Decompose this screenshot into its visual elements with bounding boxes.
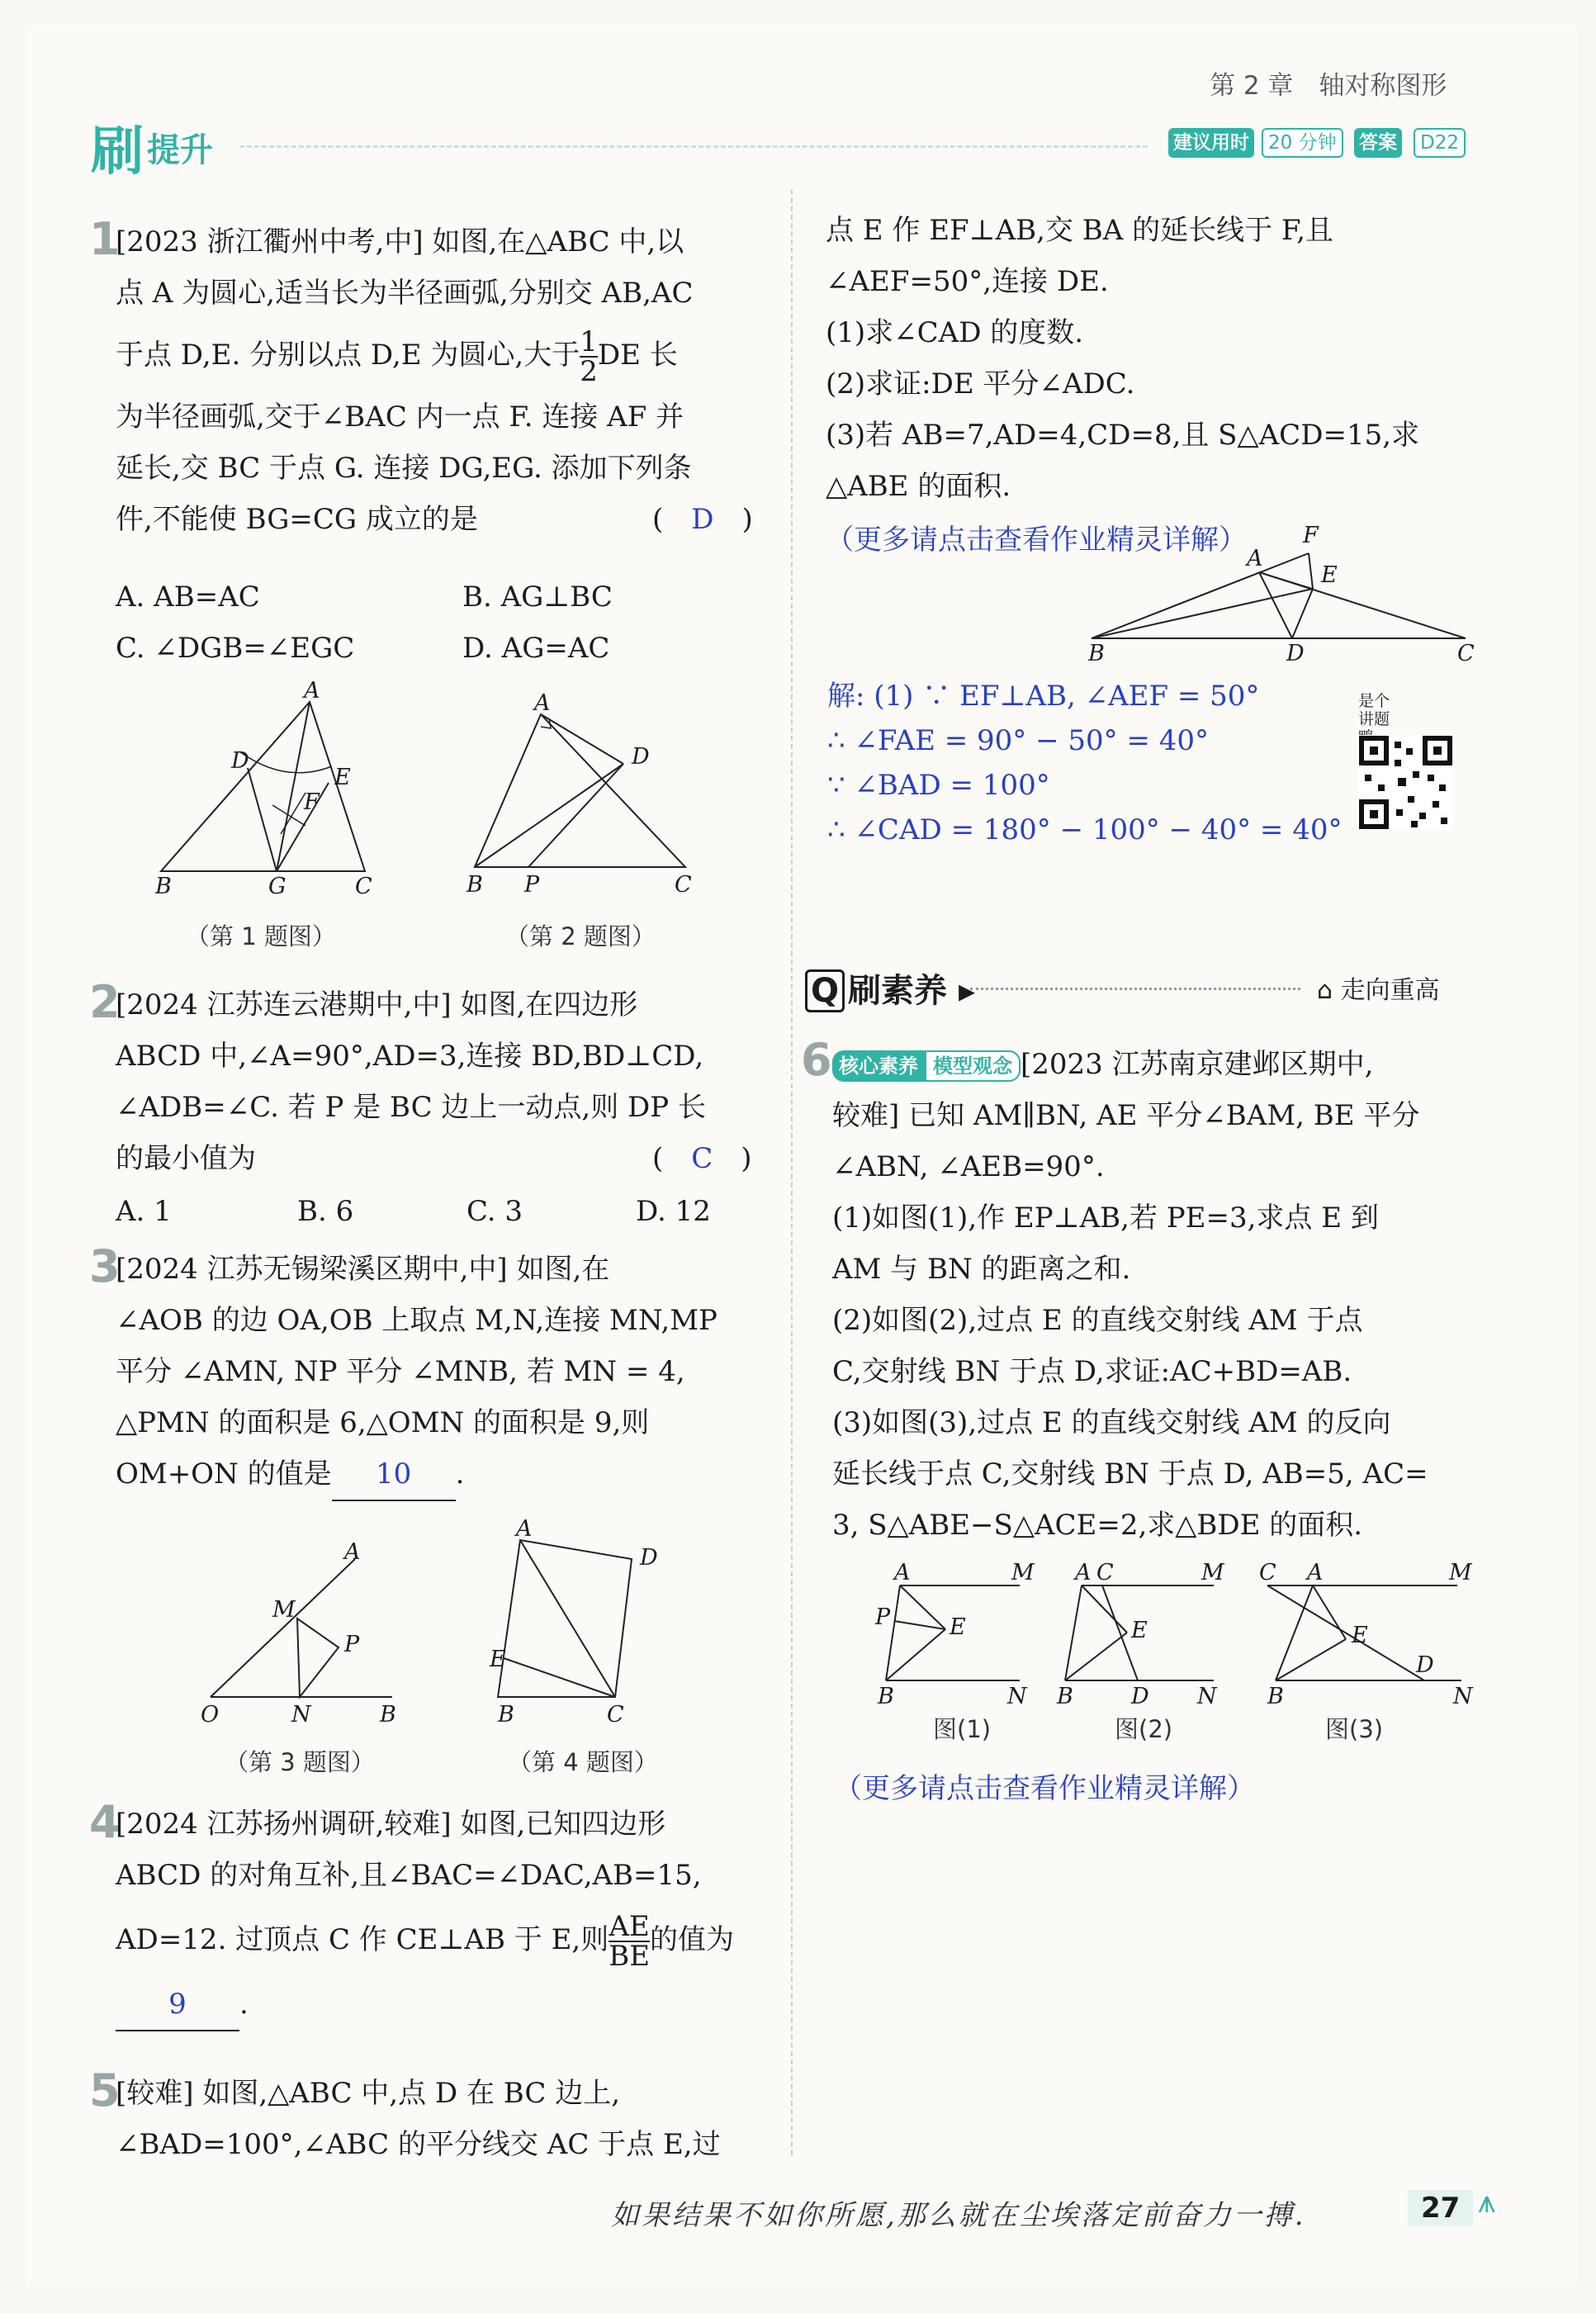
- q1-line-text: 件,不能使 BG=CG 成立的是: [116, 503, 478, 536]
- question-number: 4: [89, 1796, 121, 1848]
- qr-code-icon[interactable]: [1358, 735, 1453, 830]
- brand-subtitle: 提升: [147, 131, 213, 169]
- option: D. 12: [636, 1195, 711, 1228]
- svg-text:C: C: [1096, 1560, 1114, 1585]
- svg-text:A: A: [516, 1516, 533, 1542]
- q3-line: △PMN 的面积是 6,△OMN 的面积是 9,则: [116, 1406, 650, 1439]
- q6-line: (1)如图(1),作 EP⊥AB,若 PE=3,求点 E 到: [832, 1202, 1379, 1235]
- svg-text:B: B: [380, 1702, 396, 1728]
- q6-line-text: [2023 江苏南京建邺区期中,: [1021, 1048, 1374, 1081]
- svg-text:N: N: [291, 1702, 311, 1728]
- option: B. 6: [297, 1195, 354, 1228]
- option: C. ∠DGB=∠EGC: [116, 632, 355, 665]
- figure-4-caption: （第 4 题图）: [508, 1748, 658, 1776]
- q4-line-text: 的值为: [650, 1923, 735, 1956]
- q3-line: 平分 ∠AMN, NP 平分 ∠MNB, 若 MN = 4,: [116, 1355, 685, 1388]
- question-number: 2: [89, 976, 121, 1028]
- svg-text:E: E: [950, 1614, 966, 1640]
- question-number: 5: [89, 2064, 121, 2116]
- svg-text:B: B: [155, 874, 172, 899]
- figure-6-3: [1251, 1560, 1474, 1709]
- motto: 如果结果不如你所愿,那么就在尘埃落定前奋力一搏.: [611, 2199, 1306, 2232]
- chapter-title: 第 2 章 轴对称图形: [1210, 71, 1447, 101]
- svg-text:P: P: [344, 1632, 360, 1657]
- answer-page: D22: [1414, 128, 1466, 158]
- q3-line: OM+ON 的值是 10 .: [116, 1448, 760, 1501]
- svg-text:D: D: [632, 744, 650, 770]
- answer: C: [691, 1142, 713, 1175]
- q6-line: 3, S△ABE−S△ACE=2,求△BDE 的面积.: [832, 1509, 1363, 1542]
- question-3: [116, 1244, 760, 1501]
- q5-line: [较难] 如图,△ABC 中,点 D 在 BC 边上,: [116, 2077, 621, 2110]
- fraction: [580, 325, 598, 388]
- q5-line: (1)求∠CAD 的度数.: [826, 316, 1084, 349]
- q4-line: [116, 1901, 760, 1979]
- q5-line: 点 E 作 EF⊥AB,交 BA 的延长线于 F,且: [826, 214, 1334, 247]
- svg-text:A: A: [534, 690, 551, 716]
- q2-line-text: 的最小值为: [116, 1142, 256, 1175]
- qr-label: 是个讲题: [1358, 692, 1390, 728]
- svg-text:D: D: [640, 1545, 658, 1571]
- question-number: 3: [89, 1240, 121, 1292]
- fraction-numerator: 1: [580, 325, 598, 358]
- brand-logo: 刷: [91, 121, 142, 182]
- svg-text:O: O: [201, 1702, 220, 1728]
- svg-text:M: M: [1449, 1560, 1472, 1585]
- option: D. AG=AC: [462, 632, 610, 665]
- detail-link[interactable]: （更多请点击查看作业精灵详解）: [826, 524, 1247, 557]
- q6-line: C,交射线 BN 于点 D,求证:AC+BD=AB.: [832, 1355, 1352, 1388]
- school-icon: ⌂: [1317, 976, 1333, 1005]
- q2-line: ∠ADB=∠C. 若 P 是 BC 边上一动点,则 DP 长: [116, 1091, 706, 1124]
- section-right: [1317, 969, 1440, 1006]
- question-6: [832, 1039, 1493, 1551]
- svg-text:C: C: [1259, 1560, 1276, 1585]
- svg-text:C: C: [1457, 641, 1475, 666]
- figure-2-caption: （第 2 题图）: [505, 922, 656, 950]
- q3-line-text: OM+ON 的值是: [116, 1457, 332, 1491]
- svg-text:C: C: [607, 1702, 624, 1728]
- figure-6-1: [863, 1560, 1035, 1709]
- section-title: Q 刷素养 ▸: [805, 965, 975, 1012]
- section-dots: [970, 988, 1300, 990]
- figure-2: [458, 690, 706, 900]
- svg-text:A: A: [1307, 1560, 1324, 1585]
- svg-text:B: B: [1267, 1684, 1284, 1709]
- option: A. AB=AC: [116, 581, 260, 614]
- svg-text:N: N: [1197, 1684, 1217, 1709]
- section-right-text: 走向重高: [1340, 976, 1440, 1005]
- figure-6-2: [1049, 1560, 1224, 1709]
- solution-line: ∴ ∠CAD = 180° − 100° − 40° = 40°: [827, 813, 1343, 846]
- figure-5: [1082, 516, 1478, 665]
- option: C. 3: [466, 1195, 523, 1228]
- model-concept-badge: 模型观念: [925, 1050, 1021, 1082]
- question-2: [116, 979, 760, 1184]
- q4-line: ABCD 的对角互补,且∠BAC=∠DAC,AB=15,: [116, 1859, 702, 1892]
- svg-text:E: E: [490, 1647, 506, 1672]
- svg-text:M: M: [272, 1597, 296, 1623]
- compass-icon: ⩚: [1478, 2183, 1496, 2220]
- svg-text:F: F: [1303, 523, 1319, 548]
- question-1: [116, 216, 760, 545]
- svg-text:B: B: [466, 872, 483, 898]
- q6-line: [832, 1039, 1493, 1090]
- svg-text:A: A: [1247, 546, 1263, 571]
- q1-line: 延长,交 BC 于点 G. 连接 DG,EG. 添加下列条: [116, 452, 692, 485]
- fraction-denominator: BE: [609, 1940, 651, 1973]
- solution-line: ∵ ∠BAD = 100°: [827, 769, 1050, 802]
- time-value: 20 分钟: [1262, 128, 1343, 158]
- svg-text:C: C: [675, 872, 692, 898]
- svg-text:N: N: [1007, 1684, 1027, 1709]
- q1-line: 件,不能使 BG=CG 成立的是 ( D ): [116, 503, 753, 536]
- figure-1-caption: （第 1 题图）: [186, 922, 336, 950]
- svg-text:E: E: [1321, 562, 1338, 588]
- svg-text:G: G: [268, 874, 287, 899]
- q3-line: [2024 江苏无锡梁溪区期中,中] 如图,在: [116, 1253, 610, 1286]
- svg-text:B: B: [878, 1684, 894, 1709]
- q2-line: [2024 江苏连云港期中,中] 如图,在四边形: [116, 988, 638, 1021]
- q2-line: ABCD 中,∠A=90°,AD=3,连接 BD,BD⊥CD,: [116, 1040, 704, 1073]
- answer: D: [691, 503, 714, 536]
- q6-line: 较难] 已知 AM∥BN, AE 平分∠BAM, BE 平分: [832, 1099, 1420, 1132]
- svg-text:M: M: [1201, 1560, 1224, 1585]
- svg-text:E: E: [1352, 1623, 1368, 1648]
- header-divider: [239, 145, 1148, 148]
- option: A. 1: [116, 1195, 172, 1228]
- q6-line: 延长线于点 C,交射线 BN 于点 D, AB=5, AC=: [832, 1457, 1428, 1491]
- q1-line: [116, 319, 760, 391]
- svg-text:A: A: [894, 1560, 911, 1585]
- q6-line: ∠ABN, ∠AEB=90°.: [832, 1150, 1105, 1183]
- svg-text:F: F: [304, 789, 320, 815]
- svg-text:E: E: [334, 765, 351, 790]
- q5-line: ∠AEF=50°,连接 DE.: [826, 265, 1109, 298]
- svg-text:B: B: [1057, 1684, 1073, 1709]
- answer-label: 答案: [1354, 128, 1402, 158]
- q3-line: ∠AOB 的边 OA,OB 上取点 M,N,连接 MN,MP: [116, 1304, 717, 1337]
- svg-text:B: B: [1088, 641, 1105, 666]
- svg-text:D: D: [1131, 1684, 1149, 1709]
- svg-text:D: D: [1286, 641, 1305, 666]
- svg-text:A: A: [1075, 1560, 1092, 1585]
- q5-line: △ABE 的面积.: [826, 470, 1011, 503]
- svg-text:M: M: [1011, 1560, 1035, 1585]
- svg-text:P: P: [524, 872, 540, 898]
- answer-blank: 10: [332, 1448, 456, 1501]
- page-number: 27: [1408, 2190, 1473, 2226]
- figure-6-2-caption: 图(2): [1115, 1715, 1173, 1743]
- q5-line: (3)若 AB=7,AD=4,CD=8,且 S△ACD=15,求: [826, 419, 1420, 452]
- svg-text:C: C: [355, 874, 372, 899]
- q2-line: 的最小值为 ( C ): [116, 1142, 752, 1175]
- q6-line: (2)如图(2),过点 E 的直线交射线 AM 于点: [832, 1304, 1363, 1337]
- solution-line: ∴ ∠FAE = 90° − 50° = 40°: [827, 724, 1210, 757]
- q6-line: AM 与 BN 的距离之和.: [832, 1253, 1131, 1286]
- question-4: [116, 1799, 760, 2031]
- figure-3: [194, 1536, 409, 1726]
- svg-text:P: P: [875, 1604, 891, 1630]
- column-divider: [791, 190, 793, 2155]
- q1-line-text: 于点 D,E. 分别以点 D,E 为圆心,大于: [116, 339, 580, 372]
- solution: [827, 674, 1343, 852]
- svg-text:A: A: [304, 678, 320, 704]
- q1-line: 为半径画弧,交于∠BAC 内一点 F. 连接 AF 并: [116, 401, 684, 434]
- solution-line: 解: (1) ∵ EF⊥AB, ∠AEF = 50°: [827, 680, 1260, 713]
- option: B. AG⊥BC: [462, 581, 613, 614]
- svg-text:B: B: [498, 1702, 514, 1728]
- svg-text:D: D: [231, 748, 249, 774]
- question-number: 1: [89, 213, 121, 265]
- detail-link[interactable]: （更多请点击查看作业精灵详解）: [834, 1772, 1255, 1805]
- q1-line: 点 A 为圆心,适当长为半径画弧,分别交 AB,AC: [116, 277, 694, 310]
- core-literacy-badge: 核心素养: [832, 1050, 925, 1082]
- q5-line: ∠BAD=100°,∠ABC 的平分线交 AC 于点 E,过: [116, 2128, 721, 2161]
- time-label: 建议用时: [1168, 128, 1254, 158]
- q4-line: [2024 江苏扬州调研,较难] 如图,已知四边形: [116, 1808, 666, 1841]
- figure-3-caption: （第 3 题图）: [225, 1748, 375, 1776]
- figure-4: [483, 1516, 665, 1728]
- q1-line: [2023 浙江衢州中考,中] 如图,在△ABC 中,以: [116, 225, 684, 258]
- svg-text:D: D: [1416, 1652, 1434, 1678]
- fraction-numerator: AE: [609, 1910, 650, 1943]
- question-5-continued: [826, 205, 1486, 512]
- answer-blank: 9: [116, 1979, 239, 2031]
- svg-text:N: N: [1453, 1684, 1473, 1709]
- question-5: [116, 2068, 760, 2170]
- fraction: [609, 1910, 651, 1973]
- figure-6-3-caption: 图(3): [1325, 1715, 1384, 1743]
- svg-text:E: E: [1131, 1618, 1148, 1643]
- q4-line-text: AD=12. 过顶点 C 作 CE⊥AB 于 E,则: [116, 1923, 609, 1956]
- section-title-text: 刷素养: [848, 972, 948, 1010]
- svg-text:A: A: [344, 1539, 361, 1565]
- figure-1: [149, 678, 388, 900]
- q1-line-text: DE 长: [597, 339, 678, 372]
- q5-line: (2)求证:DE 平分∠ADC.: [826, 367, 1135, 401]
- figure-6-1-caption: 图(1): [933, 1715, 992, 1743]
- q6-line: (3)如图(3),过点 E 的直线交射线 AM 的反向: [832, 1406, 1391, 1439]
- question-number: 6: [801, 1034, 832, 1086]
- fraction-denominator: 2: [580, 355, 598, 388]
- q4-line: 9 .: [116, 1979, 760, 2031]
